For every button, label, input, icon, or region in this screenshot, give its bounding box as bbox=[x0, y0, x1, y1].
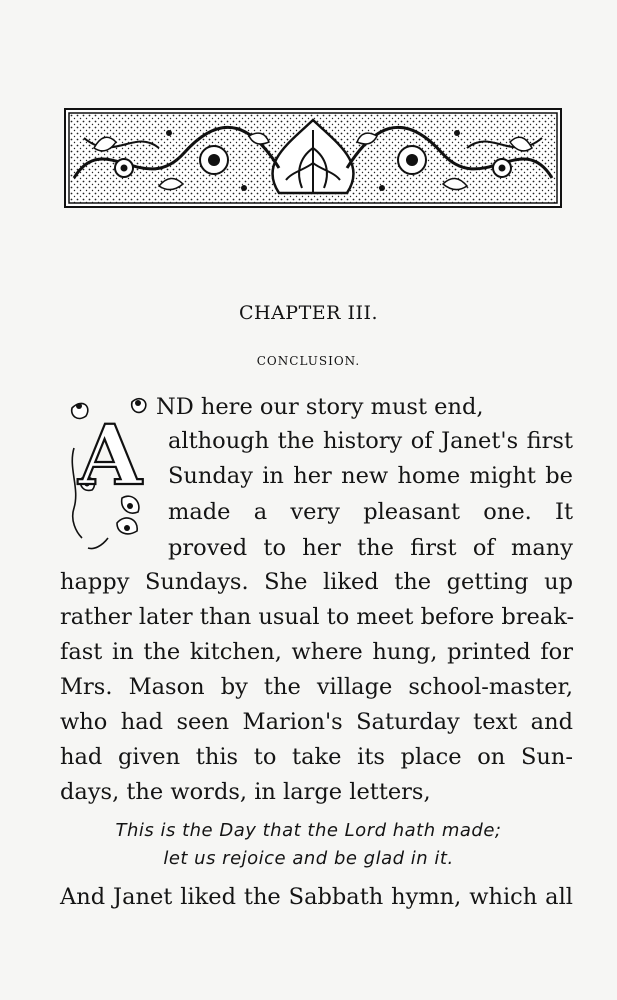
text-line: days, the words, in large letters, bbox=[60, 779, 431, 805]
text-line: proved to her the first of many bbox=[168, 535, 573, 561]
text-line: who had seen Marion's Saturday text and bbox=[60, 709, 573, 735]
closing-line: And Janet liked the Sabbath hymn, which all bbox=[60, 884, 573, 910]
text-line: fast in the kitchen, where hung, printed for bbox=[60, 639, 573, 665]
decorated-dropcap-initial bbox=[62, 388, 158, 560]
text-line: although the history of Janet's first bbox=[168, 428, 573, 454]
text-line: had given this to take its place on Sun- bbox=[60, 744, 573, 770]
text-line: ND here our story must end, bbox=[156, 394, 484, 420]
chapter-title: CHAPTER III. bbox=[238, 302, 379, 324]
text-line: Sunday in her new home might be bbox=[168, 463, 573, 489]
motto-line: This is the Day that the Lord hath made; bbox=[115, 820, 502, 841]
ornamental-headpiece bbox=[64, 108, 562, 208]
chapter-subtitle: CONCLUSION. bbox=[256, 354, 361, 368]
text-line: happy Sundays. She liked the getting up bbox=[60, 569, 573, 595]
dropcap-letter: A bbox=[78, 408, 142, 504]
text-line: rather later than usual to meet before break- bbox=[60, 604, 575, 630]
text-line: made a very pleasant one. It bbox=[168, 499, 573, 525]
motto-line: let us rejoice and be glad in it. bbox=[163, 848, 454, 869]
text-line: Mrs. Mason by the village school-master, bbox=[60, 674, 573, 700]
